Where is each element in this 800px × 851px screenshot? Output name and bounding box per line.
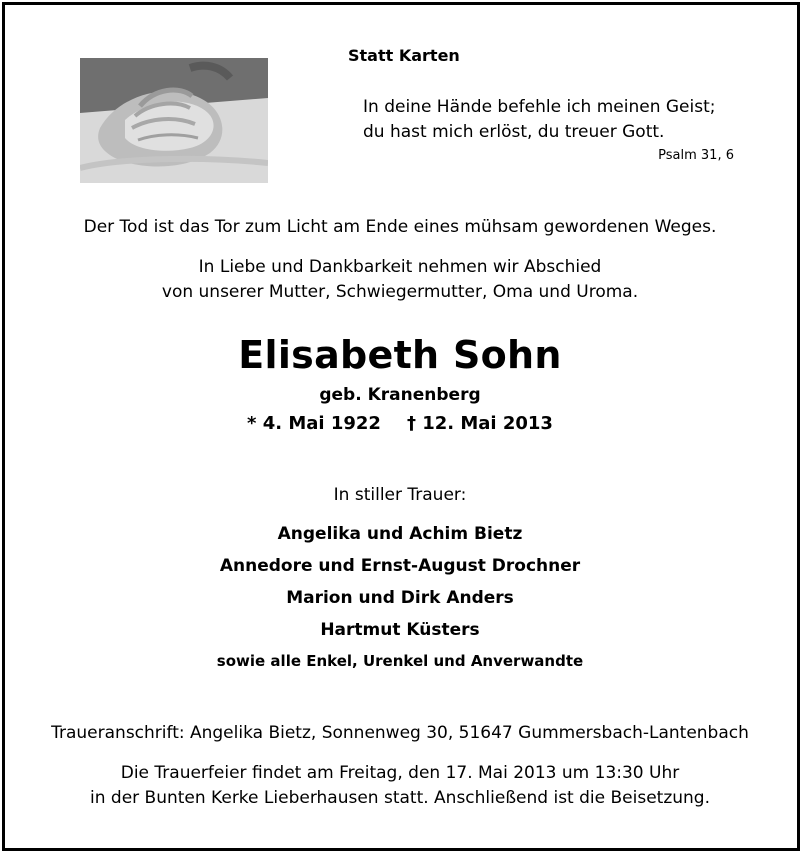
folded-hands-icon (80, 58, 268, 183)
statt-karten-label: Statt Karten (348, 46, 460, 65)
mourner-name: Annedore und Ernst-August Drochner (219, 556, 581, 576)
mourner-name: Angelika und Achim Bietz (277, 524, 523, 544)
intro-line-2: von unserer Mutter, Schwiegermutter, Oma und Uroma. (161, 282, 639, 302)
mourning-address: Traueranschrift: Angelika Bietz, Sonnenweg 30, 51647 Gummersbach-Lantenbach (51, 723, 749, 743)
quote-text: Der Tod ist das Tor zum Licht am Ende eines mühsam gewordenen Weges. (83, 217, 717, 237)
verse-line-2: du hast mich erlöst, du treuer Gott. (363, 122, 665, 142)
mourning-heading: In stiller Trauer: (333, 485, 467, 505)
birth-name: geb. Kranenberg (319, 385, 481, 405)
funeral-line-1: Die Trauerfeier findet am Freitag, den 17. Mai 2013 um 13:30 Uhr (120, 763, 680, 783)
death-date: † 12. Mai 2013 (406, 413, 553, 434)
other-relatives: sowie alle Enkel, Urenkel und Anverwandte (216, 652, 584, 670)
mourner-name: Hartmut Küsters (320, 620, 480, 640)
psalm-reference: Psalm 31, 6 (658, 148, 734, 163)
mourner-name: Marion und Dirk Anders (286, 588, 514, 608)
intro-line-1: In Liebe und Dankbarkeit nehmen wir Abschied (198, 257, 602, 277)
funeral-line-2: in der Bunten Kerke Lieberhausen statt. Anschließend ist die Beisetzung. (90, 788, 710, 808)
birth-date: * 4. Mai 1922 (247, 413, 381, 434)
verse-line-1: In deine Hände befehle ich meinen Geist; (363, 97, 716, 117)
folded-hands-photo (80, 58, 268, 183)
life-dates (0, 413, 800, 434)
deceased-name: Elisabeth Sohn (238, 333, 562, 377)
